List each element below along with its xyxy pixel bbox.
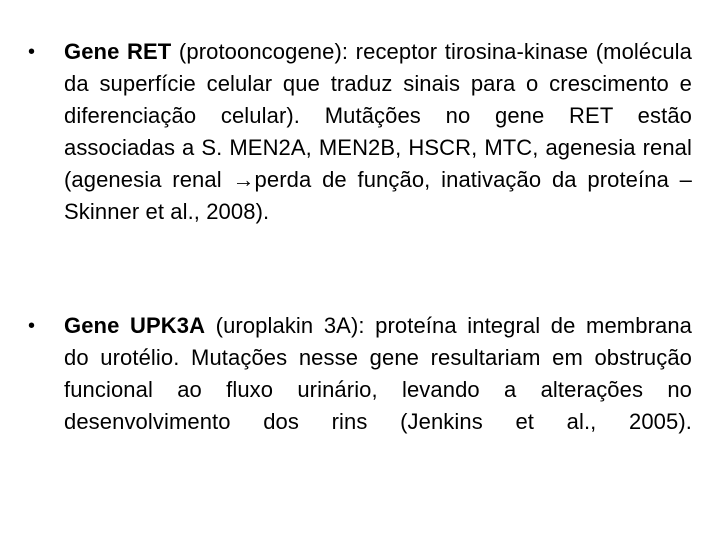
bullet-marker: • xyxy=(28,41,36,63)
bullet-gene-ret xyxy=(28,36,692,228)
bullet-marker: • xyxy=(28,315,36,337)
bullet-gene-upk3a xyxy=(28,310,692,438)
bullet-term: Gene RET xyxy=(64,39,172,64)
bullet-term: Gene UPK3A xyxy=(64,313,206,338)
bullet-text xyxy=(64,36,692,228)
bullet-body: (uroplakin 3A): proteína integral de membrana do urotélio. Mutações nesse gene resultariam em obstrução funcional ao fluxo urinário, levando a alterações no desenvolvimento dos rins (Jenkins et al., 2005). xyxy=(64,313,692,434)
bullet-text xyxy=(64,310,692,438)
bullet-body: (protooncogene): receptor tirosina-kinase (molécula da superfície celular que traduz sinais para o crescimento e diferenciação celular). Mutãções no gene RET estão associadas a S. MEN2A, MEN2B, HSCR, MTC, agenesia renal (agenesia renal →perda de função, inativação da proteína – Skinner et al., 2008). xyxy=(64,39,692,224)
